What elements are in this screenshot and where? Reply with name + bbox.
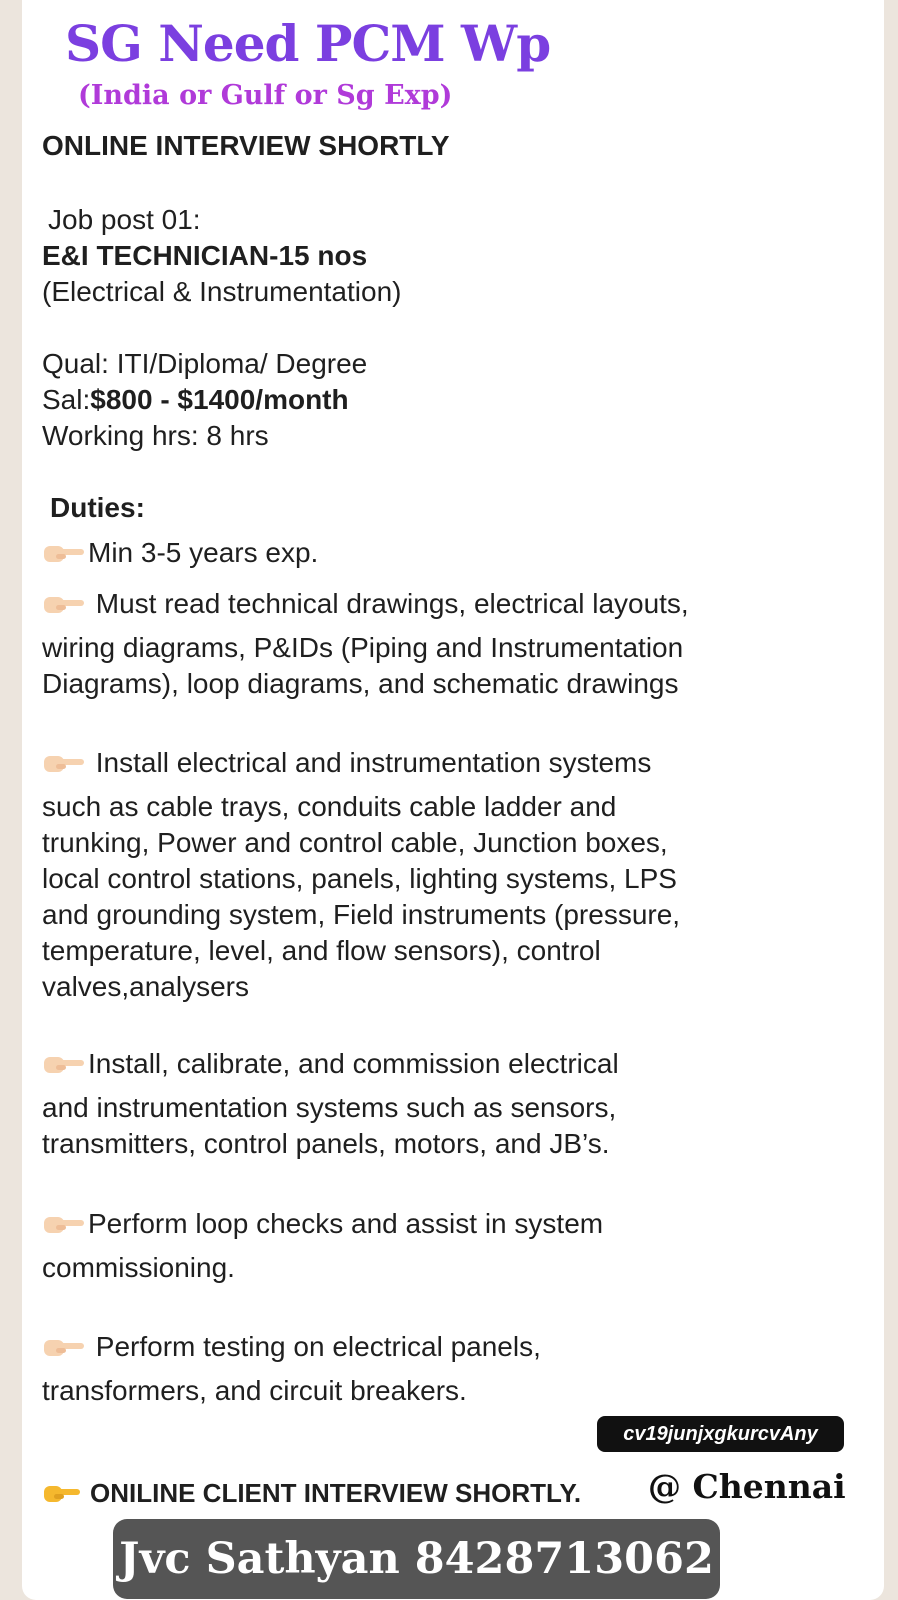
salary (42, 382, 349, 418)
duty-3-line-6: temperature, level, and flow sensors), control (42, 935, 601, 966)
pointing-hand-icon (42, 540, 86, 566)
duty-item-5 (42, 1206, 603, 1286)
job-position: E&I TECHNICIAN-15 nos (42, 240, 368, 271)
duty-item-1 (42, 535, 318, 571)
duty-3-line-2: such as cable trays, conduits cable ladder and (42, 791, 617, 822)
working-hours: Working hrs: 8 hrs (42, 420, 269, 451)
duty-2-line-2: wiring diagrams, P&IDs (Piping and Instrumentation (42, 632, 684, 663)
duty-5-line-2: commissioning. (42, 1252, 235, 1283)
duties-heading: Duties: (50, 492, 145, 523)
interview-notice: ONLINE INTERVIEW SHORTLY (42, 130, 450, 161)
duty-4-line-3: transmitters, control panels, motors, and JB’s. (42, 1128, 610, 1159)
contact-banner: Jvc Sathyan 8428713062 (113, 1519, 720, 1599)
qualification: Qual: ITI/Diploma/ Degree (42, 348, 368, 379)
duty-4-line-2: and instrumentation systems such as sensors, (42, 1092, 617, 1123)
duty-5-line-1: Perform loop checks and assist in system (88, 1208, 604, 1239)
duty-1-line-1: Min 3-5 years exp. (88, 537, 319, 568)
duty-6-line-2: transformers, and circuit breakers. (42, 1375, 467, 1406)
pointing-hand-icon (42, 1334, 86, 1360)
duty-6-line-1: Perform testing on electrical panels, (88, 1331, 541, 1362)
pointing-hand-icon (42, 750, 86, 776)
pointing-hand-icon (42, 1051, 86, 1077)
pointing-hand-icon (42, 1211, 86, 1237)
salary-label: Sal: (42, 384, 91, 415)
duty-2-line-3: Diagrams), loop diagrams, and schematic drawings (42, 668, 679, 699)
pointing-hand-icon (42, 591, 86, 617)
duty-3-line-4: local control stations, panels, lighting systems, LPS (42, 863, 677, 894)
duty-4-line-1: Install, calibrate, and commission electrical (88, 1048, 619, 1079)
reference-code-badge: cv19junjxgkurcvAny (597, 1416, 844, 1452)
duty-3-line-3: trunking, Power and control cable, Junction boxes, (42, 827, 668, 858)
pointing-hand-icon (42, 1480, 82, 1506)
duty-3-line-1: Install electrical and instrumentation systems (88, 747, 652, 778)
duty-3-line-5: and grounding system, Field instruments (pressure, (42, 899, 681, 930)
location-label: @ Chennai (648, 1467, 846, 1506)
salary-value: $800 - $1400/month (90, 384, 349, 415)
duty-item-3 (42, 745, 680, 1005)
job-position-detail: (Electrical & Instrumentation) (42, 276, 402, 307)
duty-item-2 (42, 586, 689, 702)
page-subtitle: (India or Gulf or Sg Exp) (78, 80, 453, 111)
duty-3-line-7: valves,analysers (42, 971, 249, 1002)
client-interview-line (42, 1475, 581, 1511)
duty-2-line-1: Must read technical drawings, electrical layouts, (88, 588, 689, 619)
page-title: SG Need PCM Wp (65, 14, 551, 73)
duty-item-4 (42, 1046, 619, 1162)
client-interview-text: ONILINE CLIENT INTERVIEW SHORTLY. (90, 1478, 582, 1508)
duty-item-6 (42, 1329, 541, 1409)
job-post-label: Job post 01: (48, 204, 201, 235)
